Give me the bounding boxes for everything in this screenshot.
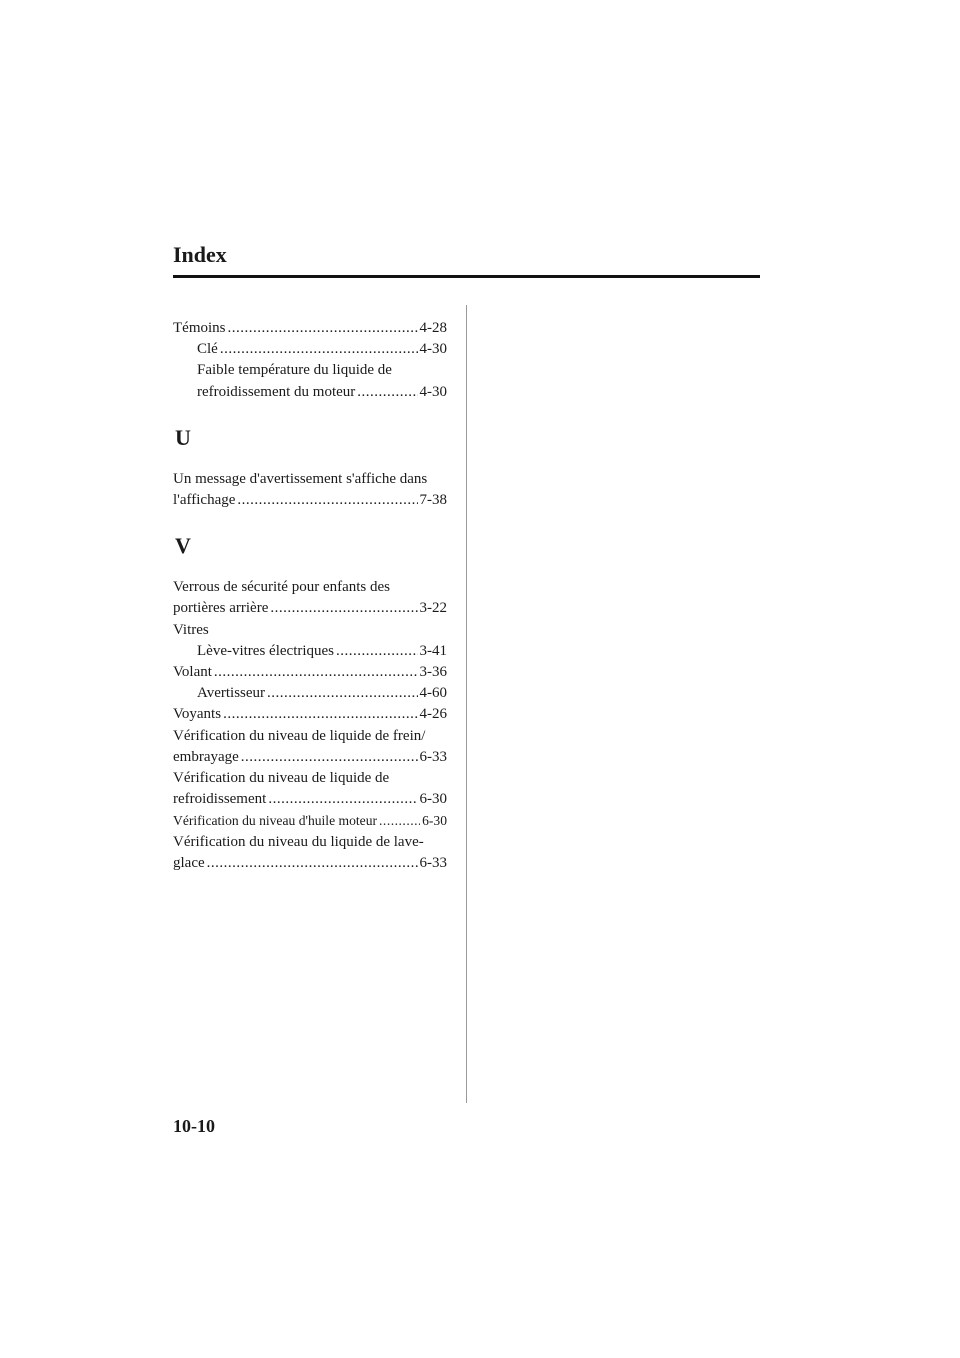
leader-dots <box>214 662 418 683</box>
page-title: Index <box>173 242 227 267</box>
index-entry-faible-line1: Faible température du liquide de <box>197 362 392 379</box>
leader-dots <box>237 490 417 511</box>
section-letter-u: U <box>175 424 191 450</box>
index-entry-message <box>173 490 447 511</box>
entry-label: glace <box>173 854 205 871</box>
entry-page: 4-30 <box>419 341 447 358</box>
entry-label: Avertisseur <box>197 685 266 702</box>
leader-dots <box>270 598 417 619</box>
leader-dots <box>357 382 417 403</box>
index-entry-temoins <box>173 318 447 339</box>
leader-dots <box>207 853 418 874</box>
column-divider <box>466 305 467 1103</box>
entry-label: Témoins <box>173 320 226 336</box>
leader-dots <box>241 747 418 768</box>
entry-label: refroidissement <box>173 791 267 808</box>
entry-page: 6-30 <box>419 791 447 808</box>
index-entry-message-line1: Un message d'avertissement s'affiche dans <box>173 470 428 487</box>
index-entry-vitres: Vitres <box>173 621 209 638</box>
index-entry-lave-line1: Vérification du niveau du liquide de lave- <box>173 833 424 850</box>
index-entry-verrous-line1: Verrous de sécurité pour enfants des <box>173 579 391 596</box>
section-letter-v: V <box>175 533 191 559</box>
entry-label: l'affichage <box>173 492 236 509</box>
index-entry-avertisseur <box>173 683 447 704</box>
index-entry-huile <box>173 810 447 831</box>
index-entry-volant <box>173 662 447 683</box>
index-entry-refroid <box>173 789 447 810</box>
entry-label: Volant <box>173 664 212 681</box>
index-entry-refroid-line1: Vérification du niveau de liquide de <box>173 770 390 787</box>
leader-dots <box>336 641 417 662</box>
entry-label: portières arrière <box>173 600 269 617</box>
leader-dots <box>379 810 420 831</box>
entry-label: refroidissement du moteur <box>197 383 356 400</box>
index-entry-verrous <box>173 598 447 619</box>
entry-label: Voyants <box>173 706 222 723</box>
entry-page: 6-33 <box>419 748 447 765</box>
entry-label: Clé <box>197 341 218 358</box>
index-entry-frein-line1: Vérification du niveau de liquide de frein/ <box>173 727 426 744</box>
entry-page: 3-41 <box>419 642 447 659</box>
entry-page: 3-22 <box>419 600 447 617</box>
index-entry-lave <box>173 853 447 874</box>
entry-page: 6-30 <box>422 813 447 829</box>
leader-dots <box>228 318 418 339</box>
index-entry-voyants <box>173 704 447 725</box>
leader-dots <box>267 683 417 704</box>
page-number: 10-10 <box>173 1116 215 1136</box>
entry-page: 4-60 <box>419 685 447 702</box>
index-column-left <box>173 318 447 874</box>
entry-page: 3-36 <box>419 664 447 681</box>
leader-dots <box>223 704 417 725</box>
entry-page: 7-38 <box>419 492 447 509</box>
entry-page: 4-28 <box>419 320 447 336</box>
entry-label: Vérification du niveau d'huile moteur <box>173 813 378 829</box>
entry-label: Lève-vitres électriques <box>197 642 335 659</box>
index-entry-leve-vitres <box>173 641 447 662</box>
index-entry-frein <box>173 747 447 768</box>
header-rule <box>173 275 760 278</box>
entry-page: 4-30 <box>419 383 447 400</box>
entry-page: 4-26 <box>419 706 447 723</box>
entry-label: embrayage <box>173 748 239 765</box>
index-entry-cle <box>173 339 447 360</box>
leader-dots <box>220 339 418 360</box>
index-entry-faible <box>173 382 447 403</box>
leader-dots <box>268 789 417 810</box>
entry-page: 6-33 <box>419 854 447 871</box>
